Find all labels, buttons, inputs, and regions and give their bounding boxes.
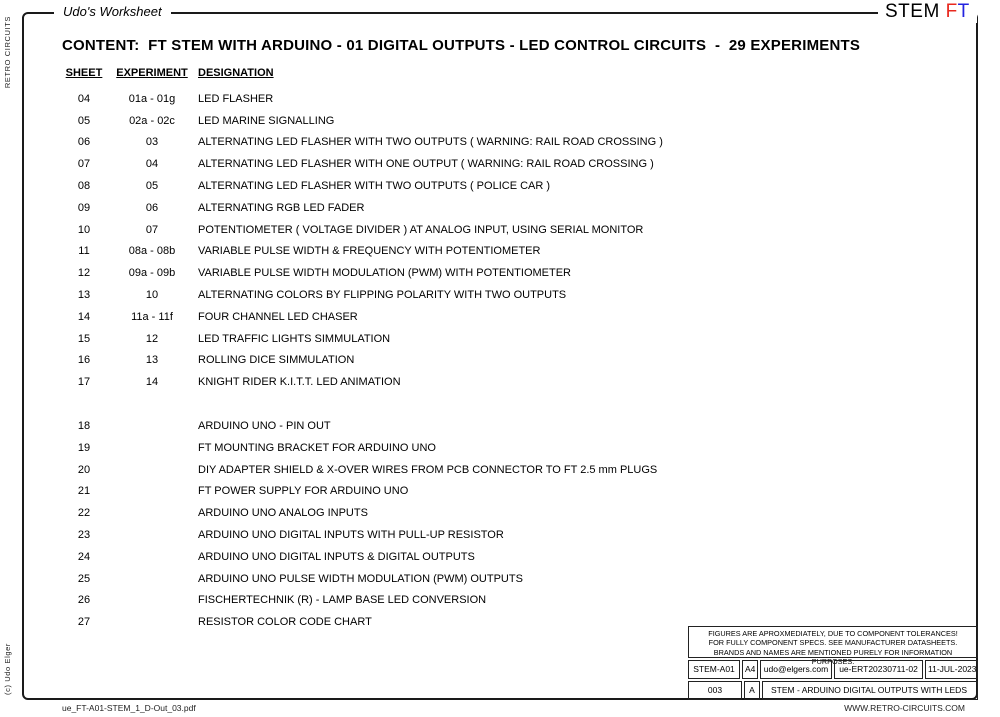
designation-cell: DIY ADAPTER SHIELD & X-OVER WIRES FROM PCB CONNECTOR TO FT 2.5 mm PLUGS: [198, 463, 658, 476]
designation-cell: ALTERNATING LED FLASHER WITH ONE OUTPUT ( WARNING: RAIL ROAD CROSSING ): [198, 158, 654, 171]
table-row: [62, 110, 702, 132]
reference-number-cell: ue-ERT20230711-02: [834, 660, 923, 679]
sidebar-brand-vertical-label: RETRO CIRCUITS: [3, 16, 12, 89]
sheet-cell: 22: [77, 507, 91, 520]
sidebar-copyright-vertical-label: (c) Udo Elger: [3, 643, 12, 695]
experiment-cell: 12: [145, 332, 159, 345]
designation-cell: ARDUINO UNO - PIN OUT: [198, 420, 331, 433]
revision-cell: A: [744, 681, 760, 700]
designation-cell: ARDUINO UNO PULSE WIDTH MODULATION (PWM) OUTPUTS: [198, 572, 523, 585]
designation-cell: POTENTIOMETER ( VOLTAGE DIVIDER ) AT ANALOG INPUT, USING SERIAL MONITOR: [198, 223, 644, 236]
document-title-cell: STEM - ARDUINO DIGITAL OUTPUTS WITH LEDS: [762, 681, 978, 700]
table-row: [62, 88, 702, 110]
experiment-cell: 14: [145, 376, 159, 389]
experiment-cell: 09a - 09b: [128, 267, 176, 280]
designation-cell: RESISTOR COLOR CODE CHART: [198, 616, 372, 629]
sheet-cell: 19: [77, 441, 91, 454]
designation-cell: VARIABLE PULSE WIDTH MODULATION (PWM) WITH POTENTIOMETER: [198, 267, 571, 280]
disclaimer-box: [688, 626, 978, 666]
table-row: [62, 459, 702, 481]
sheet-cell: 20: [77, 463, 91, 476]
table-row: [62, 175, 702, 197]
experiment-cell: 04: [145, 158, 159, 171]
sheet-cell: 06: [77, 136, 91, 149]
title-block: [688, 626, 978, 700]
sheet-cell: 11: [78, 245, 90, 258]
disclaimer-line: FIGURES ARE APROXMEDIATELY, DUE TO COMPONENT TOLERANCES!: [708, 629, 958, 638]
table-row: [62, 524, 702, 546]
table-row: [62, 219, 702, 241]
table-row: [62, 153, 702, 175]
table-row: [62, 241, 702, 263]
designation-cell: LED FLASHER: [198, 92, 274, 105]
designation-cell: LED TRAFFIC LIGHTS SIMMULATION: [198, 332, 391, 345]
sheet-cell: 15: [77, 332, 91, 345]
sheet-cell: 12: [77, 267, 91, 280]
designation-cell: FISCHERTECHNIK (R) - LAMP BASE LED CONVERSION: [198, 594, 487, 607]
table-row: [62, 437, 702, 459]
content-table: [62, 66, 702, 633]
disclaimer-line: FOR FULLY COMPONENT SPECS. SEE MANUFACTURER DATASHEETS.: [708, 638, 958, 648]
column-header-designation: DESIGNATION: [198, 67, 274, 79]
sheet-cell: 17: [77, 376, 91, 389]
experiment-cell: 10: [145, 289, 159, 302]
designation-cell: ALTERNATING LED FLASHER WITH TWO OUTPUTS ( POLICE CAR ): [198, 180, 551, 193]
experiment-cell: 11a - 11f: [131, 310, 173, 323]
table-row: [62, 197, 702, 219]
stem-ft-logo: [878, 1, 977, 23]
table-row: [62, 611, 702, 633]
table-row: [62, 371, 702, 393]
sheet-cell: 14: [77, 310, 91, 323]
website-label: WWW.RETRO-CIRCUITS.COM: [844, 703, 965, 713]
experiment-cell: 02a - 02c: [129, 114, 175, 127]
sheet-cell: 07: [77, 158, 91, 171]
experiment-cell: 03: [145, 136, 159, 149]
sheet-cell: 27: [77, 616, 91, 629]
email-cell: udo@elgers.com: [760, 660, 832, 679]
table-row: [62, 590, 702, 612]
sheet-cell: 21: [77, 485, 91, 498]
designation-cell: FT MOUNTING BRACKET FOR ARDUINO UNO: [198, 441, 436, 454]
column-header-sheet: SHEET: [65, 67, 103, 79]
experiment-cell: 08a - 08b: [128, 245, 176, 258]
table-row: [62, 284, 702, 306]
table-row: [62, 262, 702, 284]
sheet-cell: 13: [77, 289, 91, 302]
designation-cell: ARDUINO UNO DIGITAL INPUTS WITH PULL-UP RESISTOR: [198, 529, 504, 542]
logo-stem-text: STEM: [885, 1, 946, 22]
sheet-number-cell: 003: [688, 681, 742, 700]
designation-cell: ARDUINO UNO ANALOG INPUTS: [198, 507, 368, 520]
table-header-row: [62, 66, 702, 80]
sheet-cell: 24: [77, 550, 91, 563]
designation-cell: VARIABLE PULSE WIDTH & FREQUENCY WITH POTENTIOMETER: [198, 245, 541, 258]
designation-cell: ROLLING DICE SIMMULATION: [198, 354, 355, 367]
designation-cell: FOUR CHANNEL LED CHASER: [198, 310, 358, 323]
page-title: CONTENT: FT STEM WITH ARDUINO - 01 DIGITAL OUTPUTS - LED CONTROL CIRCUITS - 29 EXPERIMENTS: [62, 37, 861, 54]
sheet-cell: 08: [77, 180, 91, 193]
experiment-cell: 05: [145, 180, 159, 193]
column-header-experiment: EXPERIMENT: [116, 67, 188, 79]
appendix-rows-group: [62, 415, 702, 633]
designation-cell: FT POWER SUPPLY FOR ARDUINO UNO: [198, 485, 409, 498]
sheet-cell: 09: [77, 201, 91, 214]
date-cell: 11-JUL-2023: [925, 660, 978, 679]
designation-cell: ALTERNATING LED FLASHER WITH TWO OUTPUTS ( WARNING: RAIL ROAD CROSSING ): [198, 136, 663, 149]
table-row: [62, 350, 702, 372]
worksheet-header-label: Udo's Worksheet: [54, 4, 171, 20]
sheet-cell: 05: [77, 114, 91, 127]
sheet-cell: 26: [77, 594, 91, 607]
sheet-cell: 16: [77, 354, 91, 367]
designation-cell: ARDUINO UNO DIGITAL INPUTS & DIGITAL OUTPUTS: [198, 550, 475, 563]
table-row: [62, 328, 702, 350]
designation-cell: ALTERNATING RGB LED FADER: [198, 201, 365, 214]
table-row: [62, 132, 702, 154]
experiment-cell: 07: [145, 223, 159, 236]
logo-t-letter: T: [957, 1, 970, 22]
section-gap: [62, 393, 702, 415]
designation-cell: ALTERNATING COLORS BY FLIPPING POLARITY WITH TWO OUTPUTS: [198, 289, 567, 302]
experiment-rows-group: [62, 88, 702, 393]
sheet-cell: 10: [77, 223, 91, 236]
table-row: [62, 546, 702, 568]
designation-cell: LED MARINE SIGNALLING: [198, 114, 335, 127]
disclaimer-line: BRANDS AND NAMES ARE MENTIONED PURELY FOR INFORMATION PURPOSES.: [713, 647, 953, 666]
document-id-cell: STEM-A01: [688, 660, 740, 679]
table-row: [62, 481, 702, 503]
paper-size-cell: A4: [742, 660, 758, 679]
sheet-cell: 18: [77, 420, 91, 433]
logo-f-letter: F: [945, 1, 958, 22]
table-row: [62, 568, 702, 590]
table-row: [62, 415, 702, 437]
table-row: [62, 306, 702, 328]
file-name-label: ue_FT-A01-STEM_1_D-Out_03.pdf: [62, 703, 196, 713]
experiment-cell: 13: [145, 354, 159, 367]
experiment-cell: 06: [145, 201, 159, 214]
title-block-title-row: [688, 681, 978, 700]
sheet-cell: 04: [77, 92, 91, 105]
sheet-cell: 25: [77, 572, 91, 585]
experiment-cell: 01a - 01g: [128, 92, 176, 105]
designation-cell: KNIGHT RIDER K.I.T.T. LED ANIMATION: [198, 376, 401, 389]
sheet-cell: 23: [77, 529, 91, 542]
table-row: [62, 502, 702, 524]
